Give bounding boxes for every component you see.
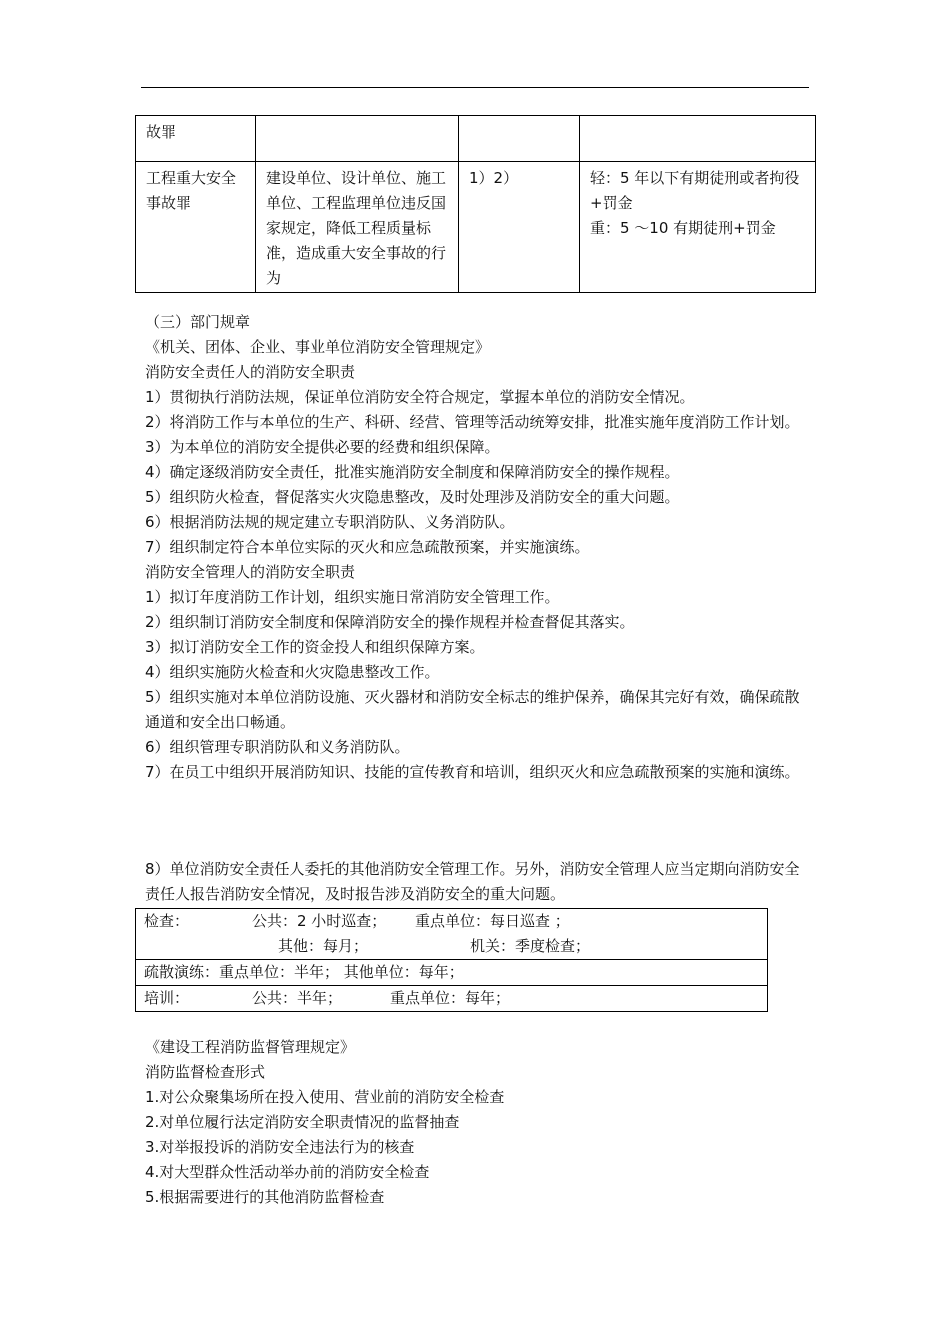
responsible-person-title: 消防安全责任人的消防安全职责 — [145, 363, 356, 381]
key-unit-inspection: 重点单位：每日巡查 ； — [415, 912, 570, 930]
list-item: 2.对单位履行法定消防安全职责情况的监督抽查 — [145, 1113, 460, 1131]
list-item: 7）组织制定符合本单位实际的灭火和应急疏散预案，并实施演练。 — [145, 538, 590, 556]
penalty-heavy: 重：5 ～10 有期徒刑+罚金 — [590, 219, 776, 237]
list-item: 6）组织管理专职消防队和义务消防队。 — [145, 738, 410, 756]
inspection-label: 检查： — [144, 912, 190, 930]
section-heading: （三）部门规章 — [145, 313, 251, 331]
clause-cell — [459, 116, 580, 162]
manager-item-8 — [145, 857, 809, 907]
behavior-cell — [256, 116, 459, 162]
clause-cell: 1）2） — [459, 162, 580, 293]
table-row — [136, 960, 768, 986]
list-item: 7）在员工中组织开展消防知识、技能的宣传教育和培训，组织灭火和应急疏散预案的实施和演练。 — [145, 763, 800, 781]
list-item: 1）贯彻执行消防法规，保证单位消防安全符合规定，掌握本单位的消防安全情况。 — [145, 388, 695, 406]
penalty-light: 轻：5 年以下有期徒刑或者拘役+罚金 — [590, 169, 800, 212]
list-item: 3）拟订消防安全工作的资金投人和组织保障方案。 — [145, 638, 485, 656]
list-item: 2）组织制订消防安全制度和保障消防安全的操作规程并检查督促其落实。 — [145, 613, 635, 631]
list-item: 5）组织防火检查，督促落实火灾隐患整改，及时处理涉及消防安全的重大问题。 — [145, 488, 680, 506]
other-inspection: 其他：每月； — [278, 937, 369, 955]
list-item: 5.根据需要进行的其他消防监督检查 — [145, 1188, 385, 1206]
training-public: 公共：半年； — [252, 989, 343, 1007]
list-item: 2）将消防工作与本单位的生产、科研、经营、管理等活动统筹安排，批准实施年度消防工作计划。 — [145, 413, 800, 431]
training-key-unit: 重点单位：每年； — [390, 989, 511, 1007]
penalty-cell — [580, 162, 816, 293]
list-item: 6）根据消防法规的规定建立专职消防队、义务消防队。 — [145, 513, 515, 531]
table-row — [136, 116, 816, 162]
training-cell — [136, 986, 768, 1012]
regulation-title: 《机关、团体、企业、事业单位消防安全管理规定》 — [145, 338, 491, 356]
construction-regulation-section — [145, 1035, 504, 1210]
supervision-subtitle: 消防监督检查形式 — [145, 1063, 266, 1081]
manager-title: 消防安全管理人的消防安全职责 — [145, 563, 356, 581]
inspection-cell — [136, 909, 768, 960]
table-row — [136, 986, 768, 1012]
list-item: 1）拟订年度消防工作计划，组织实施日常消防安全管理工作。 — [145, 588, 560, 606]
list-item: 5）组织实施对本单位消防设施、灭火器材和消防安全标志的维护保养，确保其完好有效，确保疏散通道和安全出口畅通。 — [145, 688, 800, 731]
list-item: 4）确定逐级消防安全责任，批准实施消防安全制度和保障消防安全的操作规程。 — [145, 463, 680, 481]
regulation-title: 《建设工程消防监督管理规定》 — [145, 1038, 356, 1056]
behavior-cell: 建设单位、设计单位、施工单位、工程监理单位违反国家规定，降低工程质量标准，造成重大安全事故的行为 — [256, 162, 459, 293]
crime-name-cell: 工程重大安全事故罪 — [136, 162, 256, 293]
list-item: 4）组织实施防火检查和火灾隐患整改工作。 — [145, 663, 440, 681]
drill-cell: 疏散演练：重点单位：半年； 其他单位：每年； — [136, 960, 768, 986]
dept-regulations-section — [145, 310, 809, 785]
penalty-cell — [580, 116, 816, 162]
table-row — [136, 162, 816, 293]
list-item: 3.对举报投诉的消防安全违法行为的核查 — [145, 1138, 415, 1156]
crime-table — [135, 115, 816, 293]
inspection-table — [135, 908, 768, 1012]
public-inspection: 公共：2 小时巡查； — [252, 912, 387, 930]
header-rule — [141, 87, 809, 88]
list-item: 3）为本单位的消防安全提供必要的经费和组织保障。 — [145, 438, 500, 456]
table-row — [136, 909, 768, 960]
organ-inspection: 机关：季度检查； — [470, 937, 591, 955]
list-item: 1.对公众聚集场所在投入使用、营业前的消防安全检查 — [145, 1088, 505, 1106]
crime-name-cell: 故罪 — [136, 116, 256, 162]
list-item: 8）单位消防安全责任人委托的其他消防安全管理工作。另外，消防安全管理人应当定期向消防安全责任人报告消防安全情况，及时报告涉及消防安全的重大问题。 — [145, 860, 800, 903]
training-label: 培训： — [144, 989, 190, 1007]
list-item: 4.对大型群众性活动举办前的消防安全检查 — [145, 1163, 430, 1181]
